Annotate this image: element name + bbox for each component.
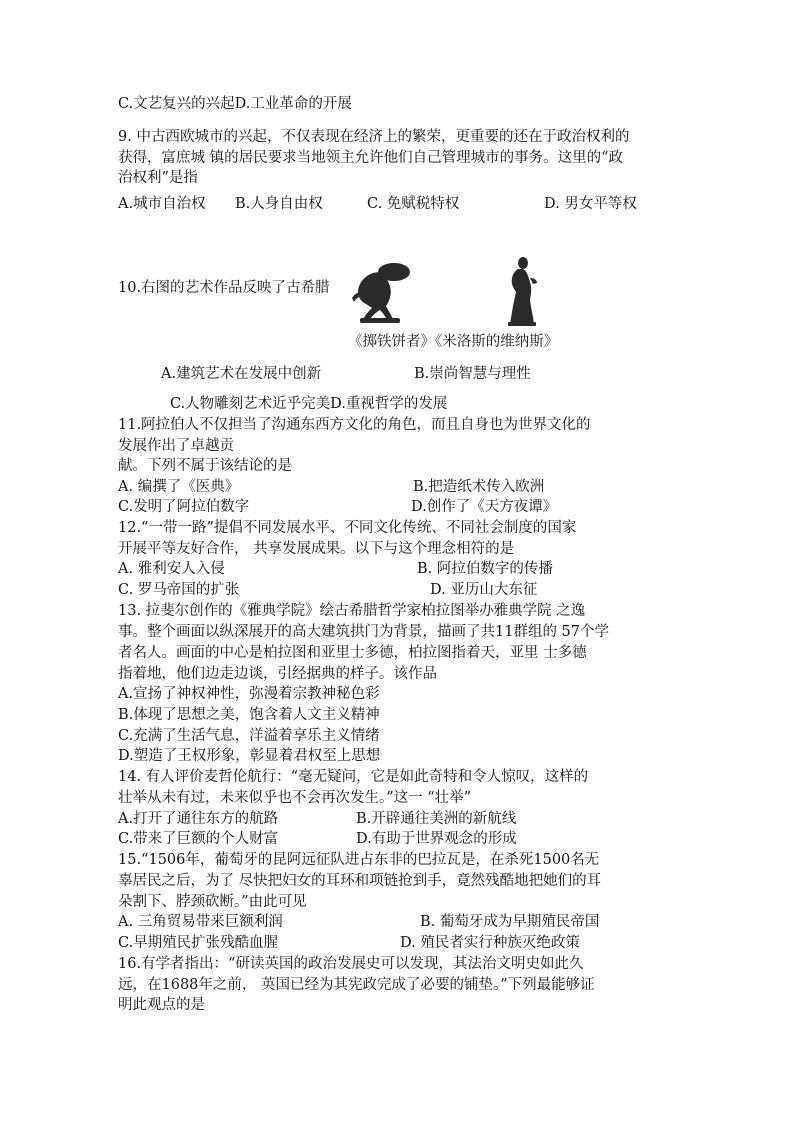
q9-option-c: C. 免赋税特权 xyxy=(367,196,460,212)
q12-stem-line-1: 12.“一带一路”提倡不同发展水平、不同文化传统、不同社会制度的国家 xyxy=(118,520,577,536)
discus-thrower-image xyxy=(346,258,414,324)
q16-stem-line-2: 远，在1688年之前， 英国已经为其宪政完成了必要的铺垫。”下列最能够证 xyxy=(118,977,595,993)
q10-stem: 10.右图的艺术作品反映了古希腊 xyxy=(118,280,330,296)
q15-stem-line-1: 15.“1506年，葡萄牙的昆阿远征队进占东非的巴拉瓦是，在杀死1500名无 xyxy=(118,852,600,868)
q15-option-c: C.早期殖民扩张残酷血腥 xyxy=(118,935,279,951)
q13-stem-line-3: 者名人。画面的中心是柏拉图和亚里士多德，柏拉图指着天，亚里 士多德 xyxy=(118,645,587,661)
q15-option-d: D. 殖民者实行种族灭绝政策 xyxy=(400,935,580,951)
q16-stem-line-1: 16.有学者指出：“研读英国的政治发展史可以发现，其法治文明史如此久 xyxy=(118,956,584,972)
q13-option-c: C.充满了生活气息，洋溢着享乐主义情绪 xyxy=(118,728,380,744)
q11-stem-line-2: 发展作出了卓越贡 xyxy=(118,438,234,454)
q13-option-d: D.塑造了王权形象，彰显着君权至上思想 xyxy=(118,748,381,764)
q13-option-a: A.宣扬了神权神性，弥漫着宗教神秘色彩 xyxy=(118,686,380,702)
q10-options-cd: C.人物雕刻艺术近乎完美D.重视哲学的发展 xyxy=(170,396,448,412)
q14-option-d: D.有助于世界观念的形成 xyxy=(356,831,517,847)
q9-option-a: A.城市自治权 xyxy=(118,196,206,212)
q15-option-a: A. 三角贸易带来巨额利润 xyxy=(118,914,283,930)
q13-option-b: B.体现了思想之美，饱含着人文主义精神 xyxy=(118,707,380,723)
q16-stem-line-3: 明此观点的是 xyxy=(118,997,205,1013)
q12-option-d: D. 亚历山大东征 xyxy=(430,582,538,598)
q11-option-a: A. 编撰了《医典》 xyxy=(118,479,240,495)
q12-option-a: A. 雅利安人入侵 xyxy=(118,561,225,577)
q14-stem-line-1: 14. 有人评价麦哲伦航行：“毫无疑问，它是如此奇特和令人惊叹，这样的 xyxy=(118,769,589,785)
q10-option-b: B.崇尚智慧与理性 xyxy=(414,366,531,382)
q8-options-cd: C.文艺复兴的兴起D.工业革命的开展 xyxy=(118,96,352,112)
q14-option-b: B.开辟通往美洲的新航线 xyxy=(356,811,517,827)
q11-stem-line-1: 11.阿拉伯人不仅担当了沟通东西方文化的角色，而且自身也为世界文化的 xyxy=(118,417,591,433)
q11-option-c: C.发明了阿拉伯数字 xyxy=(118,499,250,515)
q14-option-a: A.打开了通往东方的航路 xyxy=(118,811,279,827)
q9-stem-line-1: 9. 中古西欧城市的兴起，不仅表现在经济上的繁荣，更重要的还在于政治权利的 xyxy=(118,129,630,145)
q14-stem-line-2: 壮举从未有过，未来似乎也不会再次发生。”这一 “壮举” xyxy=(118,790,472,806)
q13-stem-line-2: 事。整个画面以纵深展开的高大建筑拱门为背景，描画了共11群组的 57个学 xyxy=(118,624,610,640)
q15-stem-line-2: 辜居民之后，为了 尽快把妇女的耳环和项链抢到手，竟然残酷地把她们的耳 xyxy=(118,873,602,889)
q13-stem-line-1: 13. 拉斐尔创作的《雅典学院》绘古希腊哲学家柏拉图举办雅典学院 之逸 xyxy=(118,603,586,619)
q11-option-d: D.创作了《天方夜谭》 xyxy=(411,499,558,515)
q12-option-c: C. 罗马帝国的扩张 xyxy=(118,582,240,598)
q9-stem-line-2: 获得，富庶城 镇的居民要求当地领主允许他们自己管理城市的事务。这里的“政 xyxy=(118,150,624,166)
q9-option-b: B.人身自由权 xyxy=(235,196,323,212)
q13-stem-line-4: 指着地，他们边走边谈，引经据典的样子。该作品 xyxy=(118,666,437,682)
q9-stem-line-3: 治权利”是指 xyxy=(118,170,198,186)
q10-option-a: A.建筑艺术在发展中创新 xyxy=(161,366,322,382)
q15-option-b: B. 葡萄牙成为早期殖民帝国 xyxy=(420,914,600,930)
q9-option-d: D. 男女平等权 xyxy=(544,196,637,212)
q10-image-caption: 《掷铁饼者》《米洛斯的维纳斯》 xyxy=(348,334,559,350)
q11-stem-line-3: 献。下列不属于该结论的是 xyxy=(118,458,292,474)
q12-stem-line-2: 开展平等友好合作， 共享发展成果。以下与这个理念相符的是 xyxy=(118,541,515,557)
q12-option-b: B. 阿拉伯数字的传播 xyxy=(417,561,553,577)
q14-option-c: C.带来了巨额的个人财富 xyxy=(118,831,279,847)
q11-option-b: B.把造纸术传入欧洲 xyxy=(413,479,545,495)
venus-de-milo-image xyxy=(500,256,542,326)
q15-stem-line-3: 朵割下、脖颈砍断。”由此可见 xyxy=(118,894,307,910)
